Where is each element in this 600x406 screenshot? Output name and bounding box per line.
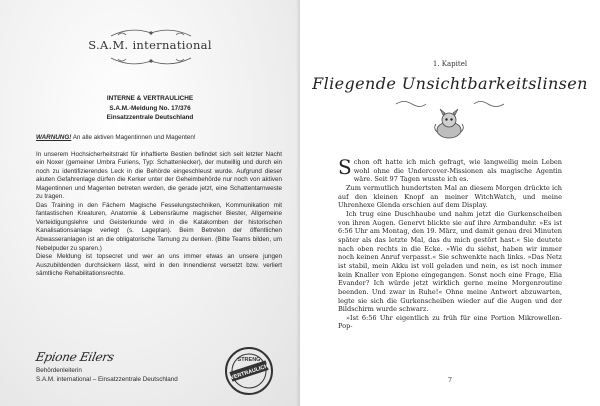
first-paragraph-text: chon oft hatte ich mich gefragt, wie langweilig mein Leben wohl ohne die Undercover-Missionen als magische Agentin wäre. Seit 97 Tagen wusste ich es. (353, 158, 562, 184)
sign-org: S.A.M. international – Einsatzzentrale Deutschland (36, 375, 178, 383)
chapter-body (338, 155, 562, 331)
warning-line (36, 134, 282, 143)
memo-header (0, 94, 300, 123)
memo-header-line: S.A.M.-Meldung No. 17/376 (109, 104, 191, 112)
creature-illustration-icon (430, 108, 468, 140)
warning-text: An alle aktiven Magentinnen und Magenten! (71, 134, 196, 141)
chapter-paragraph: Zum vermutlich hundertsten Mal an diesem Morgen drückte ich auf den kleinen Knopf an meiner WitchWatch, und meine Uhrenhexe Glenda erschien auf dem Display. (338, 183, 562, 210)
memo-header-line: INTERNE & VERTRAULICHE (106, 95, 194, 102)
memo-paragraph: In unserem Hochsicherheitstrakt für inhaftierte Bestien befindet sich seit letzter Nacht ein Noxer (gemeiner Umbra Furiens, Typ: Schattenlecker), der mutwillig und durch ein noch zu identifizierendes Leck in die Behörde eingeschleust wurde. Aufgrund dieser akuten Gefahrenlage dürfen die Kerker unter der Geheimbehörde nur noch von aktiven Magentinnen und Magenten betreten werden, die gerade jetzt, eine Schattentarnweste zu tragen. (36, 150, 282, 201)
bottom-ornament-icon (106, 54, 196, 68)
memo-paragraph: Das Training in den Fächern Magische Fesselungstechniken, Kommunikation mit fantastischen Kreaturen, Anatomie & Lebensräume magischer Biester, Allgemeine Verteidigungslehre und Geisterkunde wird in die Katakomben der historischen Kanalisationsanlage verlegt (s. Lageplan). Beim Betreten der öffentlichen Abwasseranlagen ist an die obligatorische Tarnung zu denken. (Bitte Teams bilden, um Nebelpuder zu sparen.) (36, 201, 282, 252)
chapter-title: Fliegende Unsichtbarkeitslinsen (312, 74, 588, 93)
signature-block (36, 367, 178, 384)
page-number: 7 (447, 376, 453, 384)
right-flourish-icon (472, 99, 506, 109)
memo-header-line: Einsatzzentrale Deutschland (106, 114, 194, 121)
signature: Epione Eilers (34, 350, 116, 364)
memo-body (36, 134, 282, 279)
chapter-label: 1. Kapitel (432, 60, 468, 68)
stamp-top-text: STRENG (237, 357, 261, 363)
memo-paragraph: Diese Meldung ist topsecret und wer an uns immer etwas an unsere jungen Auszubildenden durchsickern lässt, wird in den Innendienst versetzt bzw. verliert sämtliche Rehabilitationsrechte. (36, 253, 282, 278)
chapter-paragraph: »Ist 6:56 Uhr eigentlich zu früh für eine Portion Mikrowellen-Pop- (338, 313, 562, 331)
chapter-paragraph (338, 155, 562, 184)
org-name: S.A.M. international (88, 38, 212, 52)
warning-label: WARNUNG! (36, 134, 72, 141)
confidential-stamp-icon (224, 346, 274, 396)
sign-title: Behördenleiterin (36, 367, 82, 374)
stamp-bottom-text: VERTRAULICH (229, 363, 270, 382)
drop-cap: S (338, 155, 352, 179)
chapter-paragraph: Ich trug eine Duschhaube und nahm jetzt die Gurkenscheiben von ihren Augen. Genervt blickte sie auf ihre Armbanduhr. »Es ist 6:56 Uhr am Montag, den 19. März, und damit genau drei Minuten später als das letzte Mal, das du mich gestört hast.« Sie deutete nach oben rechts in die Ecke. »Wie du siehst, haben wir immer noch keinen Anruf verpasst.« Sie schwenkte nach links. »Das Netz ist stabil, mein Akku ist voll geladen und nein, es ist noch immer kein Knaller von Epione eingegangen. Sonst noch eine Frage, Elia Evander? Ich würde jetzt wirklich gerne meine Morgenroutine beenden. Und zwar in Ruhe!« Ohne meine Antwort abzuwarten, legte sie sich die Gurkenscheiben wieder auf die Augen und der Bildschirm wurde schwarz. (338, 209, 562, 314)
left-flourish-icon (394, 99, 428, 109)
top-ornament-icon (106, 26, 196, 40)
